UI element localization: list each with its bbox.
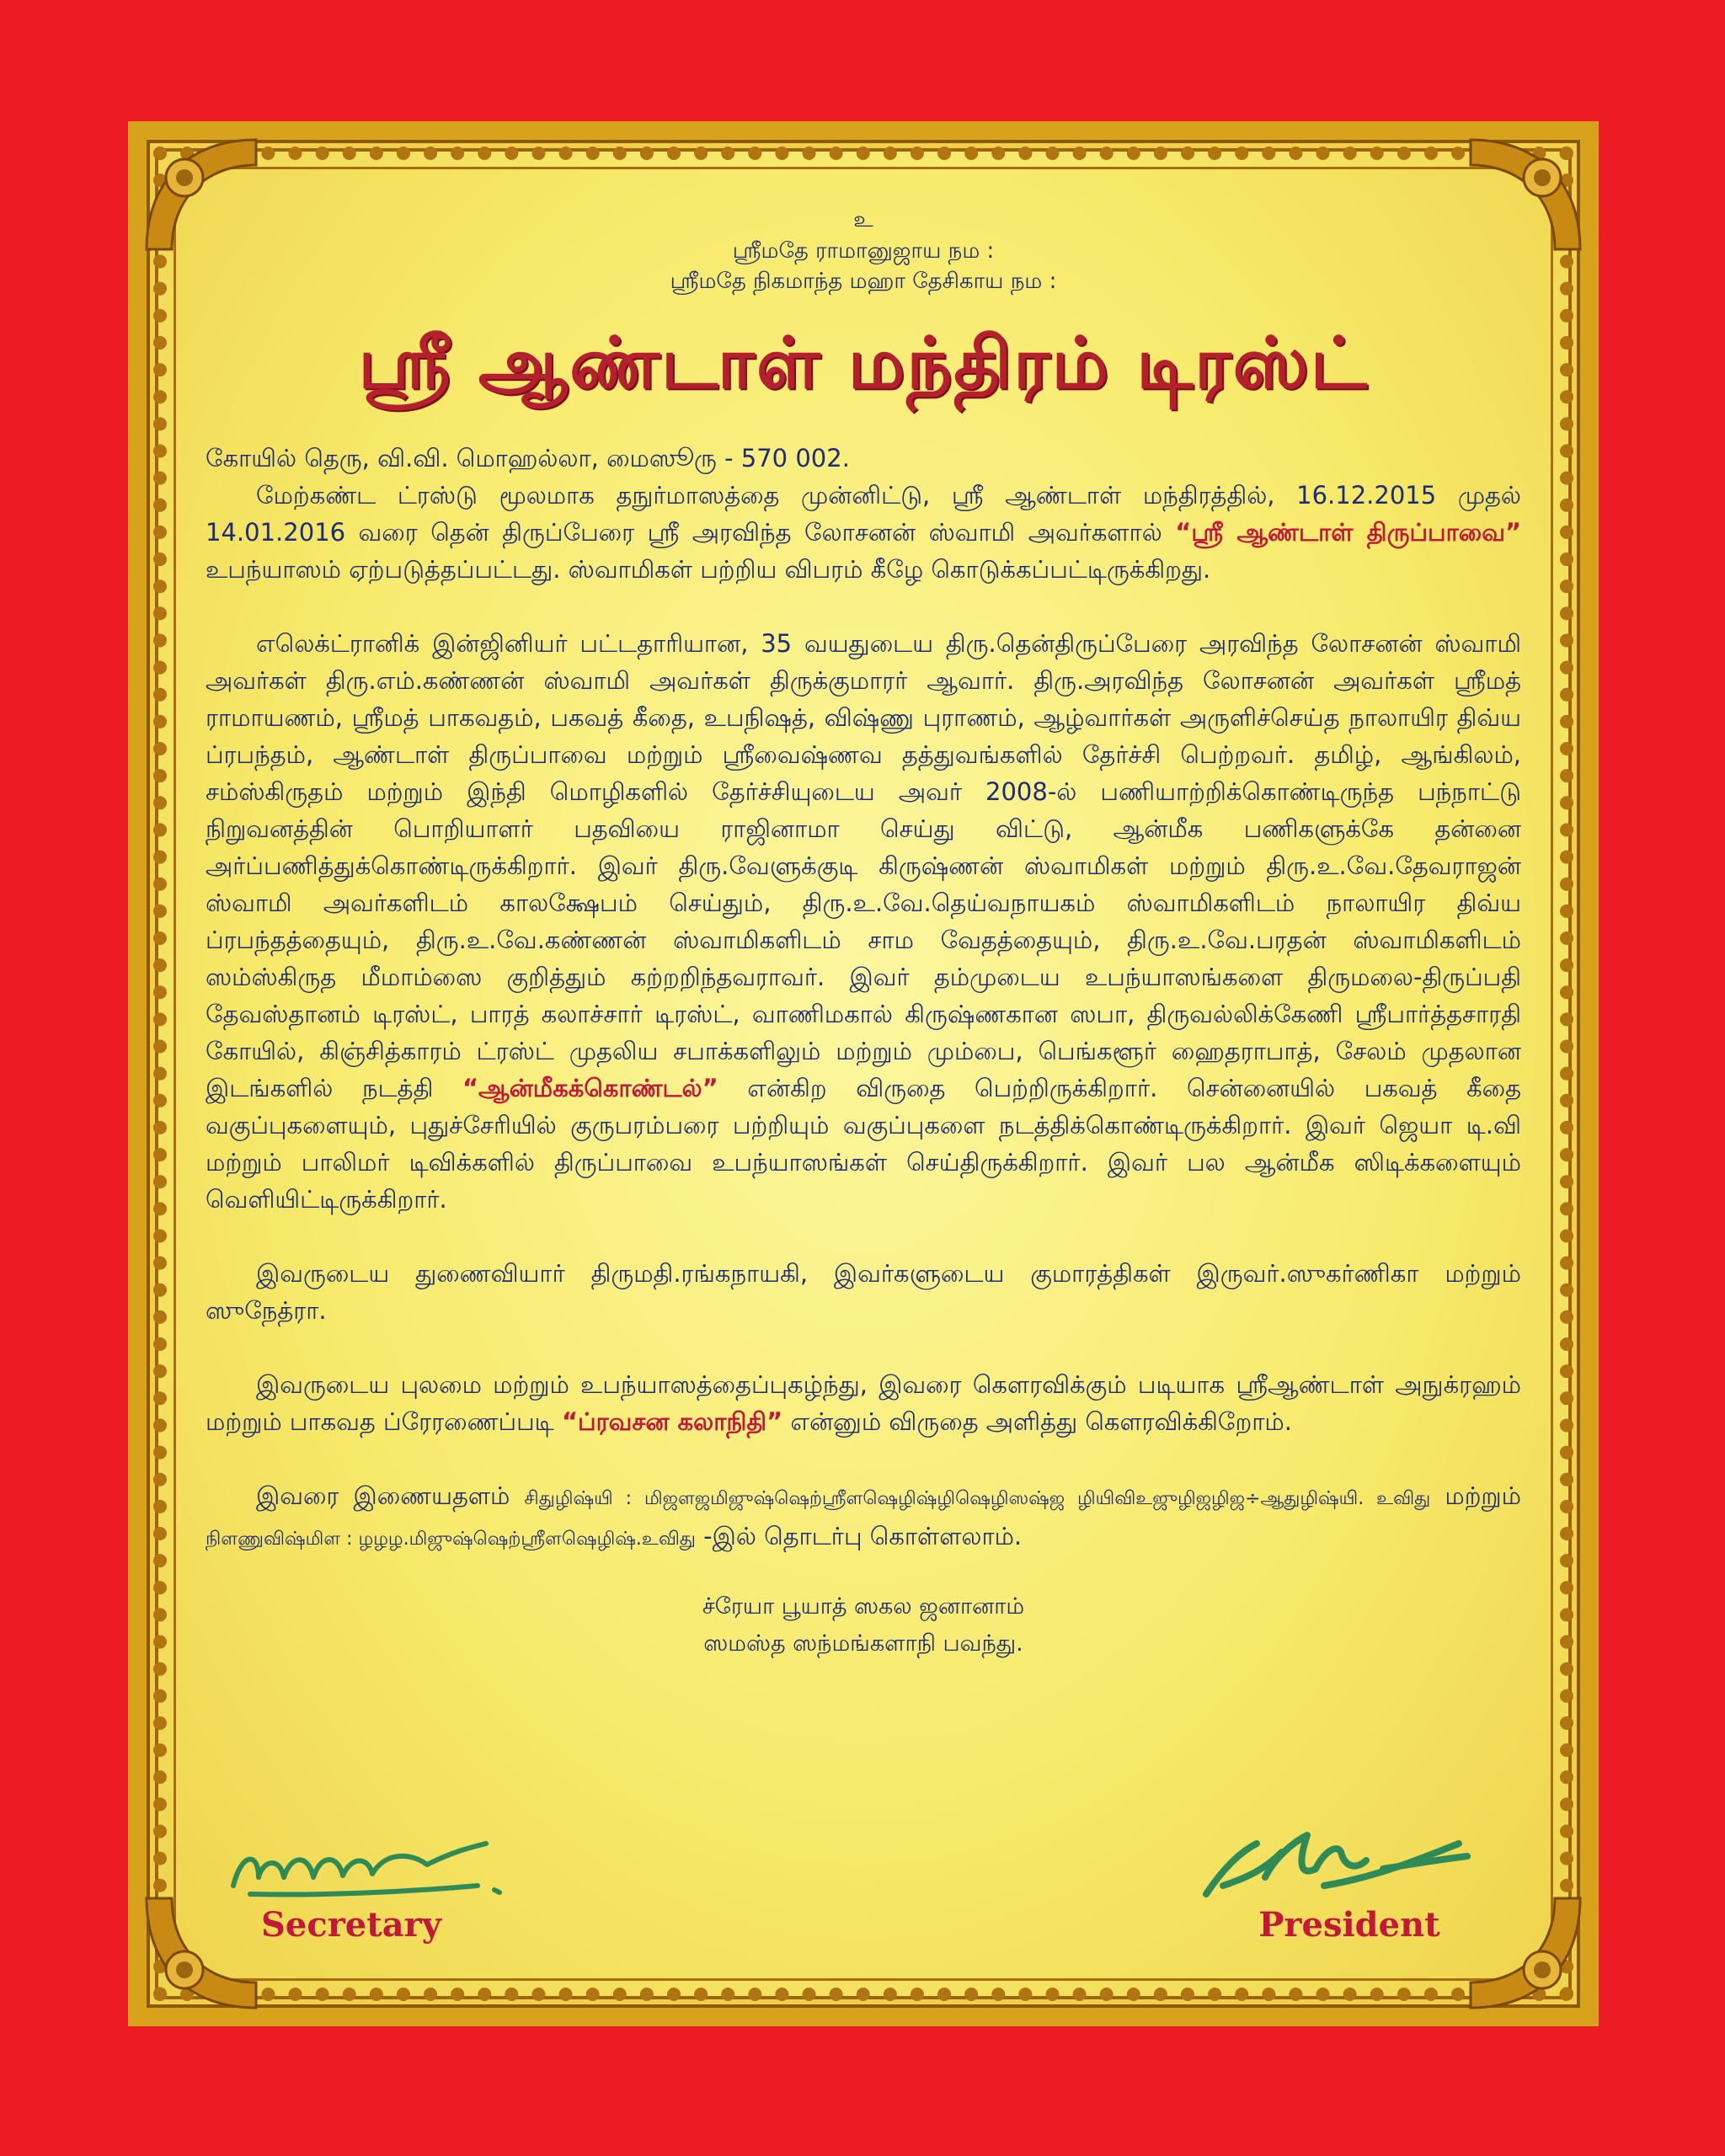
biography-text-end: என்கிற விருதை பெற்றிருக்கிறார். சென்னையில் பகவத் கீதை வகுப்புகளையும், புதுச்சேரியில் குருபரம்பரை பற்றியும் வகுப்புகளை நடத்திக்கொண்டிருக்கிறார். இவர் ஜெயா டி.வி மற்றும் பாலிமர் டிவிக்களில் திருப்பாவை உபந்யாஸங்கள் செய்திருக்கிறார். இவர் பல ஆன்மீக ஸிடிக்களையும் வெளியிட்டிருக்கிறார். [206, 1074, 1521, 1214]
award-name: “ஆன்மீகக்கொண்டல்” [462, 1074, 718, 1102]
honor-title: “ப்ரவசன கலாநிதி” [561, 1407, 783, 1436]
honor-text-end: என்னும் விருதை அளித்து கௌரவிக்கிறோம். [782, 1407, 1292, 1436]
email-text: நிளணுவிஷ்மிள : ழழழ.மிஜுஷ்ஷெற்ஸ்ரீளஷெழிஷ்.உவிது [206, 1529, 696, 1550]
contact-text: இவரை இணையதளம் [256, 1481, 525, 1510]
president-signature-block [1189, 1818, 1509, 1945]
page-title: ஸ்ரீ ஆண்டாள் மந்திரம் டிரஸ்ட் [358, 322, 1369, 404]
intro-paragraph [206, 477, 1521, 588]
website-text: சிதுழிஷ்யி : மிஜளஜமிஜுஷ்ஷெற்ஸ்ரீளஷெழிஷ்ழிஷெழிஸஷ்ஜ ழியிவிஉஜுழிஜழிஜ÷ஆதுழிஷ்யி. உவிது [524, 1488, 1431, 1509]
secretary-label: Secretary [261, 1905, 441, 1945]
family-paragraph: இவருடைய துணைவியார் திருமதி.ரங்கநாயகி, இவர்களுடைய குமாரத்திகள் இருவர்.ஸுகர்ணிகா மற்றும் ஸுநேத்ரா. [206, 1259, 1521, 1325]
blessing-line-2: ஸமஸ்த ஸந்மங்களாநி பவந்து. [703, 1630, 1023, 1657]
om-symbol: உ [853, 207, 873, 232]
blessing-line-1: ச்ரேயா பூயாத் ஸகல ஜனானாம் [702, 1593, 1025, 1620]
intro-text: மேற்கண்ட ட்ரஸ்டு மூலமாக தநுர்மாஸத்தை முன்னிட்டு, ஸ்ரீ ஆண்டாள் மந்திரத்தில், 16.12.2015 முதல் 14.01.2016 வரை தென் திருப்பேரை ஸ்ரீ அரவிந்த லோசனன் ஸ்வாமி அவர்களால் [206, 481, 1521, 547]
event-name: “ஸ்ரீ ஆண்டாள் திருப்பாவை” [1175, 518, 1522, 547]
intro-text-end: உபந்யாஸம் ஏற்படுத்தப்பட்டது. ஸ்வாமிகள் பற்றிய விபரம் கீழே கொடுக்கப்பட்டிருக்கிறது. [206, 555, 1211, 584]
invocation-line-2: ஸ்ரீமதே நிகமாந்த மஹா தேசிகாய நம : [670, 269, 1057, 294]
secretary-signature-block [200, 1818, 520, 1945]
honor-paragraph [206, 1366, 1521, 1440]
certificate [128, 121, 1599, 2026]
secretary-signature-icon [200, 1818, 520, 1911]
blessing [206, 1588, 1521, 1662]
contact-and: மற்றும் [1430, 1481, 1522, 1510]
contact-paragraph [206, 1477, 1521, 1558]
biography-text: எலெக்ட்ரானிக் இன்ஜினியர் பட்டதாரியான, 35 வயதுடைய திரு.தென்திருப்பேரை அரவிந்த லோசனன் ஸ்வாமி அவர்கள் திரு.எம்.கண்ணன் ஸ்வாமி அவர்கள் திருக்குமாரர் ஆவார். திரு.அரவிந்த லோசனன் அவர்கள் ஸ்ரீமத் ராமாயணம், ஸ்ரீமத் பாகவதம், பகவத் கீதை, உபநிஷத், விஷ்ணு புராணம், ஆழ்வார்கள் அருளிச்செய்த நாலாயிர திவ்ய ப்ரபந்தம், ஆண்டாள் திருப்பாவை மற்றும் ஸ்ரீவைஷ்ணவ தத்துவங்களில் தேர்ச்சி பெற்றவர். தமிழ், ஆங்கிலம், சம்ஸ்கிருதம் மற்றும் இந்தி மொழிகளில் தேர்ச்சியுடைய அவர் 2008-ல் பணியாற்றிக்கொண்டிருந்த பந்நாட்டு நிறுவனத்தின் பொறியாளர் பதவியை ராஜினாமா செய்து விட்டு, ஆன்மீக பணிகளுக்கே தன்னை அர்ப்பணித்துக்கொண்டிருக்கிறார். இவர் திரு.வேளுக்குடி கிருஷ்ணன் ஸ்வாமிகள் மற்றும் திரு.உ.வே.தேவராஜன் ஸ்வாமி அவர்களிடம் காலக்ஷேபம் செய்தும், திரு.உ.வே.தெய்வநாயகம் ஸ்வாமிகளிடம் நாலாயிர திவ்ய ப்ரபந்தத்தையும், திரு.உ.வே.கண்ணன் ஸ்வாமிகளிடம் சாம வேதத்தையும், திரு.உ.வே.பரதன் ஸ்வாமிகளிடம் ஸம்ஸ்கிருத மீமாம்ஸை குறித்தும் கற்றறிந்தவராவர். இவர் தம்முடைய உபந்யாஸங்களை திருமலை-திருப்பதி தேவஸ்தானம் டிரஸ்ட், பாரத் கலாச்சார் டிரஸ்ட், வாணிமகால் கிருஷ்ணகான ஸபா, திருவல்லிக்கேணி ஸ்ரீபார்த்தசாரதி கோயில், கிஞ்சித்காரம் ட்ரஸ்ட் முதலிய சபாக்களிலும் மற்றும் மும்பை, பெங்களூர் ஹைதராபாத், சேலம் முதலான இடங்களில் நடத்தி [206, 629, 1521, 1102]
president-label: President [1258, 1905, 1440, 1945]
honor-text: இவருடைய புலமை மற்றும் உபந்யாஸத்தைப்புகழ்ந்து, இவரை கௌரவிக்கும் படியாக ஸ்ரீஆண்டாள் அநுக்ரஹம் மற்றும் பாகவத ப்ரேரணைப்படி [206, 1370, 1521, 1436]
invocation-line-1: ஸ்ரீமதே ராமானுஜாய நம : [732, 238, 995, 264]
address: கோயில் தெரு, வி.வி. மொஹல்லா, மைஸூரு - 570 002. [206, 444, 850, 472]
certificate-content [206, 205, 1521, 1662]
contact-text-end: -இல் தொடர்பு கொள்ளலாம். [695, 1522, 1023, 1550]
biography-paragraph [206, 625, 1521, 1218]
president-signature-icon [1189, 1818, 1509, 1911]
